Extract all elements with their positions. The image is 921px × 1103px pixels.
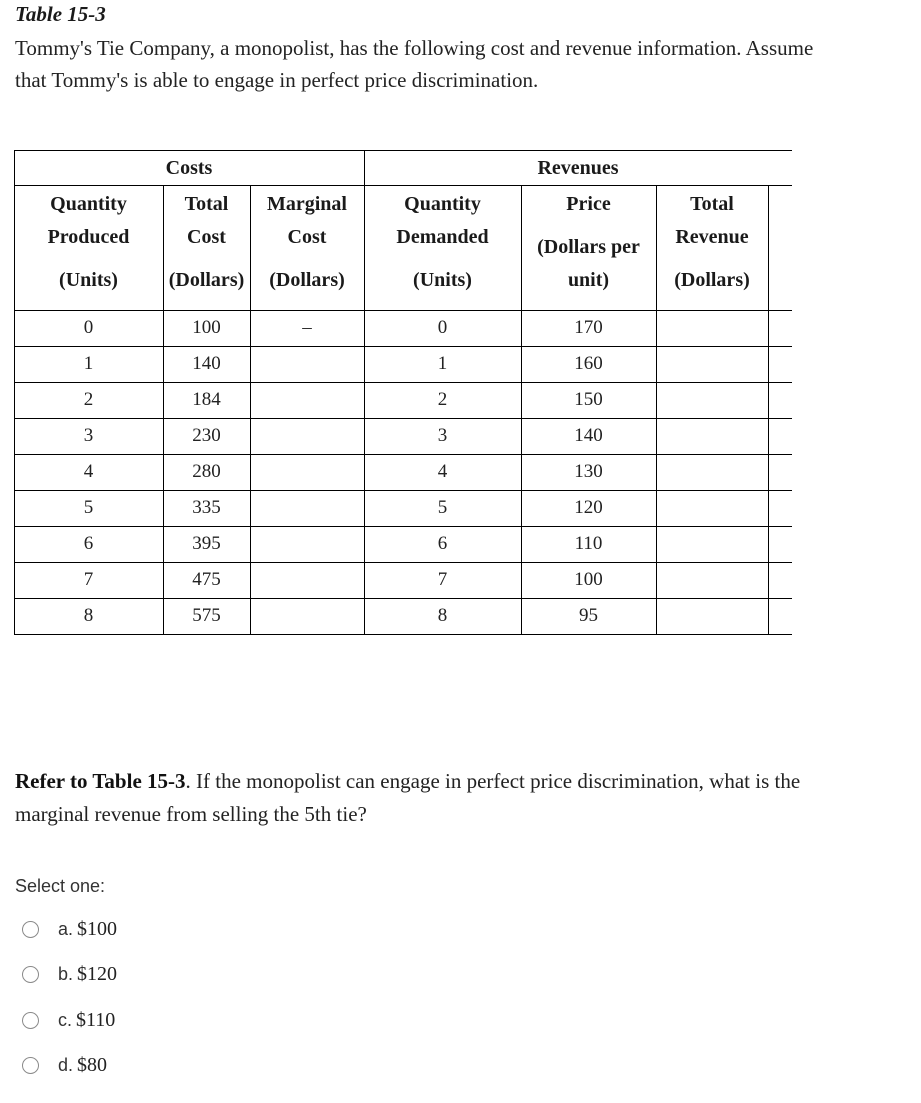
table-cell-tc: 100 (192, 317, 221, 338)
option-letter: c. (58, 1009, 73, 1030)
table-top-rule (14, 150, 792, 151)
table-cell-qd: 7 (437, 569, 448, 590)
column-header-total-cost: (Dollars) (168, 269, 245, 291)
table-cell-qp: 1 (83, 353, 94, 374)
column-header-total-cost: Cost (187, 226, 226, 248)
question-text (15, 765, 835, 831)
table-cell-qp: 2 (83, 389, 94, 410)
option-letter: a. (58, 918, 74, 939)
column-header-qty-demanded: Quantity (404, 193, 481, 215)
table-cell-price: 130 (574, 461, 603, 482)
option-value: $110 (76, 1008, 116, 1031)
table-cell-qp: 0 (83, 317, 94, 338)
column-header-total-revenue: (Dollars) (674, 269, 750, 291)
table-cell-qd: 3 (437, 425, 448, 446)
option-value: $80 (77, 1053, 108, 1076)
column-header-qty-demanded: (Units) (413, 269, 472, 291)
column-header-marginal-cost: Marginal (267, 193, 347, 215)
table-cell-qd: 4 (437, 461, 448, 482)
revenues-group-header: Revenues (537, 157, 619, 179)
option-c[interactable] (22, 1007, 115, 1033)
column-header-qty-produced: (Units) (59, 269, 118, 291)
table-cell-price: 95 (579, 605, 598, 626)
column-divider (250, 185, 251, 635)
row-rule (14, 526, 792, 527)
table-cell-tc: 395 (192, 533, 221, 554)
table-cell-qp: 7 (83, 569, 94, 590)
radio-circle-icon[interactable] (22, 966, 39, 983)
table-cell-price: 170 (574, 317, 603, 338)
column-header-total-cost: Total (184, 193, 229, 215)
table-label: Table 15-3 (15, 2, 106, 26)
table-cell-qp: 8 (83, 605, 94, 626)
column-header-marginal-cost: Cost (287, 226, 327, 248)
table-cell-qp: 5 (83, 497, 94, 518)
select-one-label: Select one: (15, 876, 106, 896)
table-cell-qp: 6 (83, 533, 94, 554)
radio-circle-icon[interactable] (22, 1012, 39, 1029)
row-rule (14, 310, 792, 311)
row-rule (14, 346, 792, 347)
table-cell-tc: 184 (192, 389, 221, 410)
option-b[interactable] (22, 961, 117, 987)
column-header-total-revenue: Total (690, 193, 734, 215)
table-cell-price: 110 (574, 533, 603, 554)
table-cell-tc: 140 (192, 353, 221, 374)
radio-circle-icon[interactable] (22, 1057, 39, 1074)
table-cell-qd: 0 (437, 317, 448, 338)
column-header-qty-produced: Produced (47, 226, 130, 248)
column-header-total-revenue: Revenue (675, 226, 749, 248)
question-body: . If the monopolist can engage in perfect price discrimination, what is the marginal revenue from selling the 5th tie? (15, 769, 801, 826)
table-cell-qd: 8 (437, 605, 448, 626)
costs-group-header: Costs (165, 157, 213, 179)
table-cell-price: 140 (574, 425, 603, 446)
header-group-rule (14, 185, 792, 186)
column-header-price: unit) (567, 269, 610, 291)
table-cell-price: 160 (574, 353, 603, 374)
table-cell-price: 120 (574, 497, 603, 518)
option-a[interactable] (22, 916, 117, 942)
table-cell-tc: 335 (192, 497, 221, 518)
row-rule (14, 418, 792, 419)
table-cell-qd: 2 (437, 389, 448, 410)
table-cell-price: 150 (574, 389, 603, 410)
table-cell-qp: 3 (83, 425, 94, 446)
intro-text: Tommy's Tie Company, a monopolist, has the following cost and revenue information. Assume that Tommy's is able to engage in perfect price discrimination. (15, 36, 814, 92)
row-rule (14, 454, 792, 455)
table-cell-qd: 1 (437, 353, 448, 374)
row-rule (14, 598, 792, 599)
table-cell-qp: 4 (83, 461, 94, 482)
table-cell-tc: 230 (192, 425, 221, 446)
option-letter: d. (58, 1054, 74, 1075)
column-header-qty-produced: Quantity (50, 193, 127, 215)
option-letter: b. (58, 963, 74, 984)
column-divider (656, 185, 657, 635)
column-header-price: Price (566, 193, 611, 215)
row-rule (14, 490, 792, 491)
row-rule (14, 562, 792, 563)
option-d[interactable] (22, 1052, 107, 1078)
table-cell-price: 100 (574, 569, 603, 590)
row-rule (14, 382, 792, 383)
column-header-marginal-cost: (Dollars) (269, 269, 345, 291)
table-cell-tc: 575 (192, 605, 221, 626)
table-cell-qd: 5 (437, 497, 448, 518)
table-cell-mc: – (302, 317, 312, 338)
option-value: $100 (77, 917, 118, 940)
question-reference: Refer to Table 15-3 (15, 769, 186, 793)
column-header-qty-demanded: Demanded (396, 226, 489, 248)
table-cell-tc: 475 (192, 569, 221, 590)
table-cell-qd: 6 (437, 533, 448, 554)
column-header-price: (Dollars per (537, 236, 640, 258)
option-value: $120 (77, 962, 118, 985)
cost-revenue-table (14, 150, 792, 634)
column-divider (768, 185, 769, 635)
row-rule (14, 634, 792, 635)
radio-circle-icon[interactable] (22, 921, 39, 938)
table-cell-tc: 280 (192, 461, 221, 482)
